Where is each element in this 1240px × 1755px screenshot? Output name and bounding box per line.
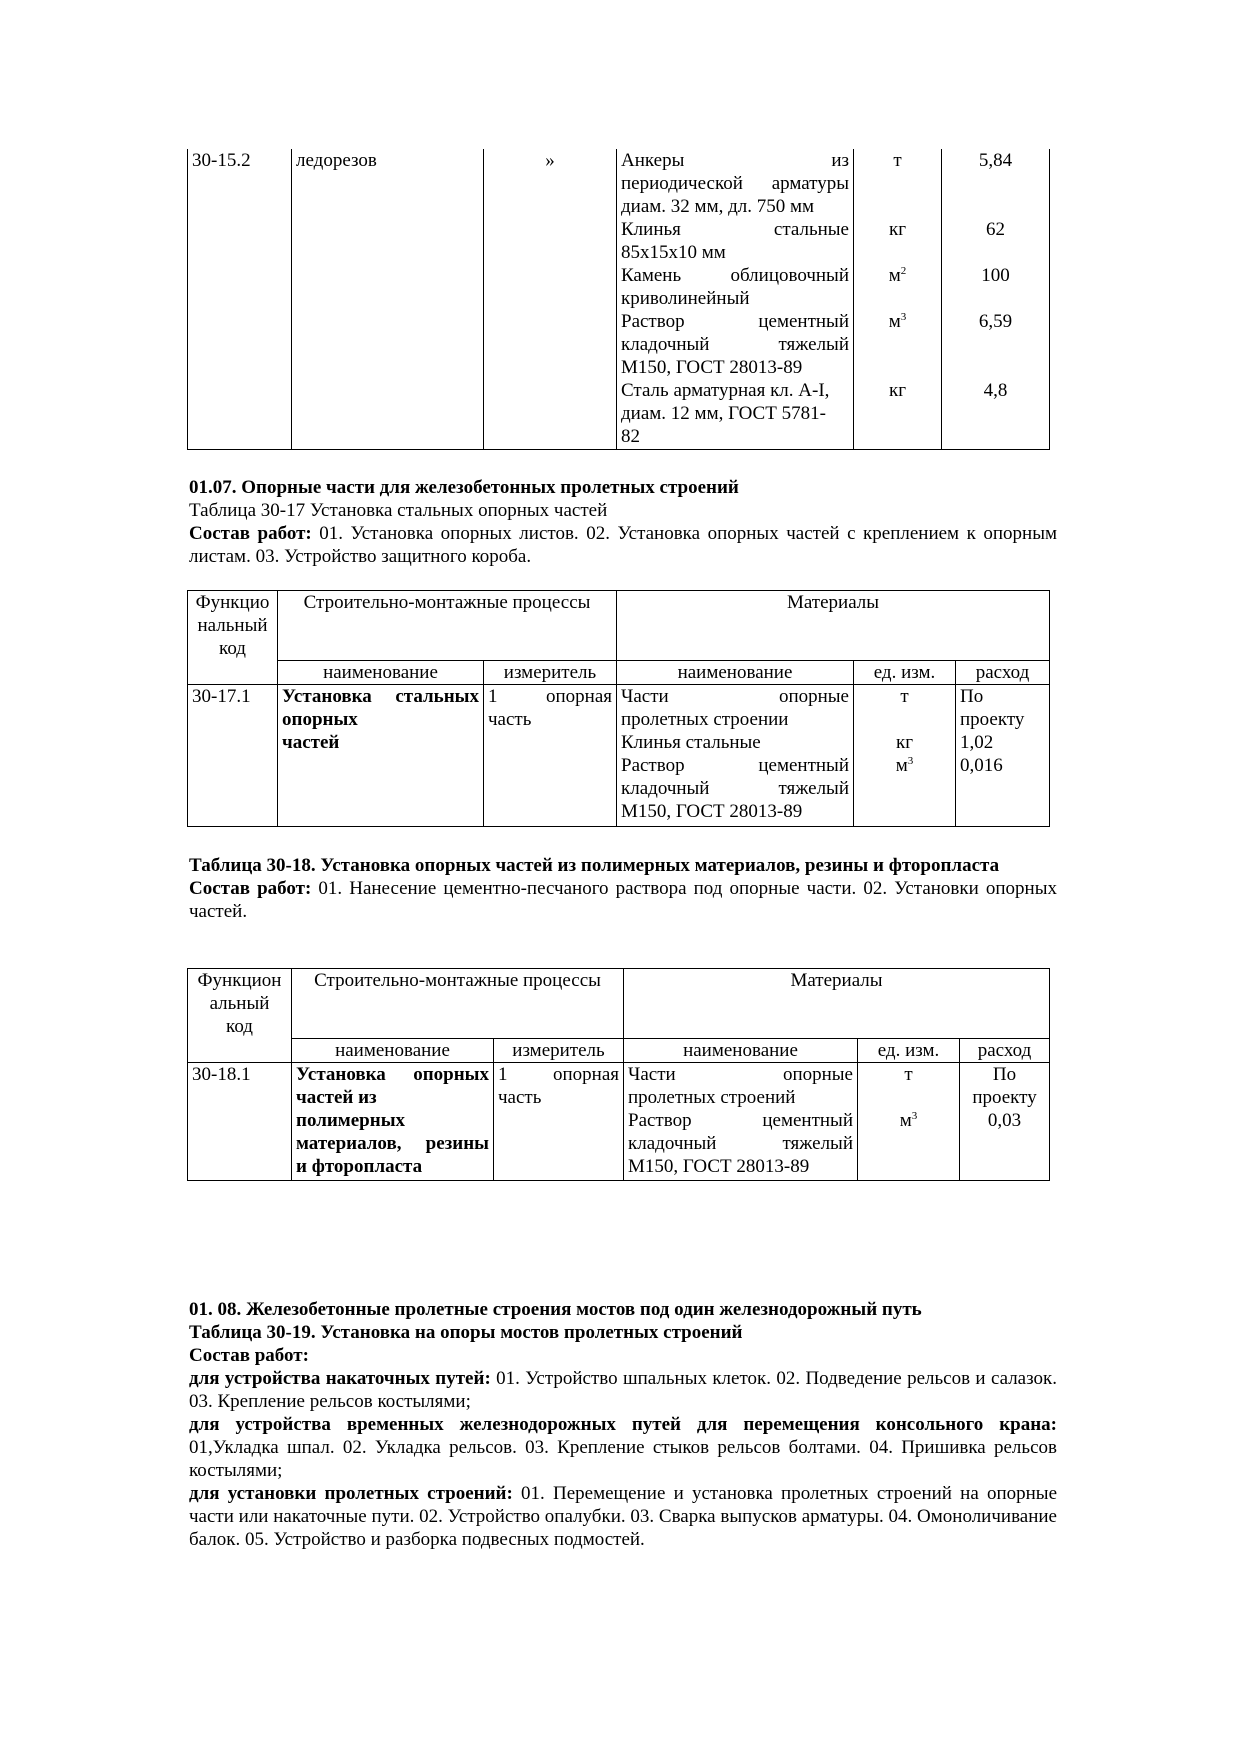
row-qty: По проекту 0,03 — [960, 1063, 1050, 1181]
table-title: Таблица 30-19. Установка на опоры мостов пролетных строений — [189, 1322, 743, 1343]
qty-cell — [942, 149, 1050, 449]
row-code: 30-17.1 — [188, 685, 278, 827]
qty-value: 100 — [981, 265, 1010, 286]
qty-value: 5,84 — [978, 150, 1013, 171]
material-line: Камень облицовочный — [621, 265, 849, 286]
works-label: Состав работ: — [189, 523, 312, 544]
material-line: Анкеры из — [621, 150, 849, 171]
header-qty: расход — [956, 661, 1050, 685]
section-0107-text — [189, 476, 1057, 568]
material-line: 85х15х10 мм — [621, 242, 726, 263]
header-name: наименование — [292, 1039, 494, 1063]
row-name: Установка опорных частей из полимерных материалов, резины и фторопласта — [292, 1063, 494, 1181]
row-meter: 1 опорная часть — [494, 1063, 624, 1181]
header-name: наименование — [278, 661, 484, 685]
material-line: Сталь арматурная кл. А-I, — [621, 380, 830, 401]
units-cell — [854, 149, 942, 449]
table-title: Таблица 30-18. Установка опорных частей из полимерных материалов, резины и фторопласта — [189, 855, 1000, 876]
unit-value: $м^2$ — [888, 265, 907, 286]
section-heading: 01. 08. Железобетонные пролетные строения мостов под один железнодорожный путь — [189, 1299, 922, 1320]
material-line: 82 — [621, 426, 640, 447]
row-materials: Части опорные пролетных строений Раствор цементный кладочный тяжелый М150, ГОСТ 28013-89 — [624, 1063, 858, 1181]
row-materials: Части опорные пролетных строении Клинья стальные Раствор цементный кладочный тяжелый М150, ГОСТ 28013-89 — [617, 685, 854, 827]
header-unit: ед. изм. — [854, 661, 956, 685]
material-line: криволинейный — [621, 288, 750, 309]
unit-value: кг — [888, 380, 907, 401]
header-material-name: наименование — [624, 1039, 858, 1063]
works-label: Состав работ: — [189, 878, 312, 899]
header-process: Строительно-монтажные процессы — [278, 591, 617, 661]
row-code: 30-15.2 — [188, 149, 292, 449]
works-text: 01. Установка опорных листов. 02. Установка опорных частей с креплением к опорным листам. 03. Устройство защитного короба. — [189, 523, 1057, 567]
header-meter: измеритель — [494, 1039, 624, 1063]
works-subheading: для устройства накаточных путей: — [189, 1368, 491, 1389]
qty-value: 62 — [986, 219, 1005, 240]
row-meter: 1 опорная часть — [484, 685, 617, 827]
works-subheading: для устройства временных железнодорожных путей для перемещения консольного крана: — [189, 1414, 1057, 1435]
qty-value: 6,59 — [978, 311, 1013, 332]
works-text: 01,Укладка шпал. 02. Укладка рельсов. 03. Крепление стыков рельсов болтами. 04. Пришивка рельсов костылями; — [189, 1437, 1057, 1481]
section-0108-text — [189, 1298, 1057, 1551]
row-meter: » — [484, 149, 617, 449]
qty-value: 4,8 — [983, 380, 1008, 401]
header-unit: ед. изм. — [858, 1039, 960, 1063]
row-units: т кг $м^3$ — [854, 685, 956, 827]
section-3018-text — [189, 854, 1057, 923]
unit-value: $м^3$ — [888, 311, 907, 332]
table-30-17 — [187, 590, 1050, 827]
header-materials: Материалы — [624, 969, 1050, 1039]
header-qty: расход — [960, 1039, 1050, 1063]
works-subheading: для установки пролетных строений: — [189, 1483, 513, 1504]
materials-cell — [617, 149, 854, 449]
unit-value: кг — [888, 219, 907, 240]
table-title: Таблица 30-17 Установка стальных опорных частей — [189, 500, 608, 521]
header-meter: измеритель — [484, 661, 617, 685]
material-line: периодической арматуры — [621, 173, 849, 194]
header-process: Строительно-монтажные процессы — [292, 969, 624, 1039]
material-line: диам. 32 мм, дл. 750 мм — [621, 196, 815, 217]
header-material-name: наименование — [617, 661, 854, 685]
material-line: М150, ГОСТ 28013-89 — [621, 357, 803, 378]
material-line: кладочный тяжелый — [621, 334, 849, 355]
section-heading: 01.07. Опорные части для железобетонных пролетных строений — [189, 477, 739, 498]
row-name: Установка стальных опорных частей — [278, 685, 484, 827]
row-name: ледорезов — [292, 149, 484, 449]
works-label: Состав работ: — [189, 1345, 309, 1366]
unit-value: т — [893, 150, 902, 171]
top-table — [187, 149, 1050, 450]
header-code: Функцион альный код — [188, 969, 292, 1063]
row-units: т $м^3$ — [858, 1063, 960, 1181]
material-line: Раствор цементный — [621, 311, 849, 332]
row-qty: По проекту 1,02 0,016 — [956, 685, 1050, 827]
works-text: 01. Устройство шпальных клеток. 02. Подведение рельсов и салазок. 03. Крепление рельсов костылями; — [189, 1368, 1057, 1412]
material-line: Клинья стальные — [621, 219, 849, 240]
header-materials: Материалы — [617, 591, 1050, 661]
works-text: 01. Нанесение цементно-песчаного раствора под опорные части. 02. Установки опорных частей. — [189, 878, 1057, 922]
header-code: Функцио нальный код — [188, 591, 278, 685]
table-30-18 — [187, 968, 1050, 1181]
works-text: 01. Перемещение и установка пролетных строений на опорные части или накаточные пути. 02. Устройство опалубки. 03. Сварка выпусков арматуры. 04. Омоноличивание балок. 05. Устройство и разборка подвесных подмостей. — [189, 1483, 1057, 1550]
row-code: 30-18.1 — [188, 1063, 292, 1181]
material-line: диам. 12 мм, ГОСТ 5781- — [621, 403, 826, 424]
